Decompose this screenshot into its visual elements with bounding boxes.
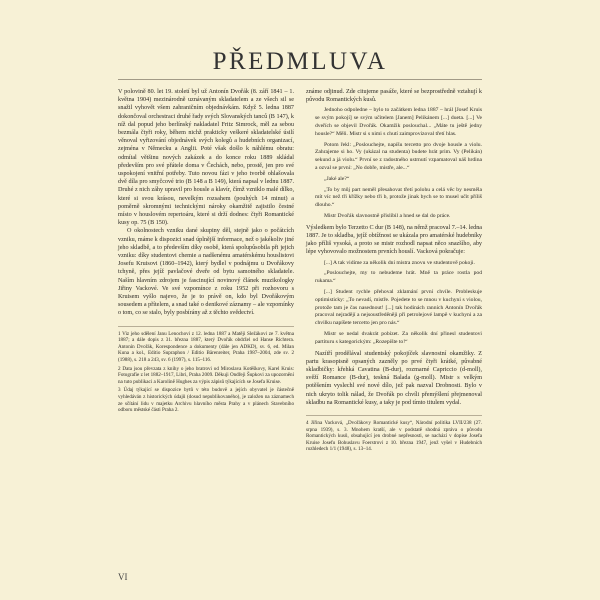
right-column (306, 88, 482, 455)
quote-3: „Jaké ale?“ (324, 175, 350, 182)
quote-2: Potom řekl: „Poslouchejte, napíšu tercetto pro dvoje housle a violu. Zahrajeme si ho. Vy (ukázal na studenta) budete hrát prim. Vy (Pelikán) sekund a já violu.“ První se z radostného ustrnutí vzpamatoval náš hrdina a ozval se první: „No dobře, mistře, ale...“ (315, 141, 482, 171)
quote-7: „Poslouchejte, my to nebudeme hrát. Mně ta práce rostla pod rukama.“ (315, 270, 482, 285)
footnotes-left (118, 326, 294, 414)
quote-1: Jednoho odpoledne – bylo to začátkem ledna 1887 – hrál [Josef Kruis se svým pokojí] se svým učitelem [Janem] Pelikánem [...] dueta. [...] Ve dveřích se objevil Dvořák. Okamžik poslouchal... „Máte tu ještě jedny housle?“ Měli. Mistr si s nimi s chutí zaimprovizoval třetí hlas. (315, 107, 482, 137)
paragraph-2: O okolnostech vzniku dané skupiny děl, stejně jako o počátcích vzniku, máme k dispozici snad úplnější informace, než o jakékoliv jiné jeho skladbě, a to především díky osobě, která spolupůsobila při jejich vzniku: díky studentovi chemie a nadšenému amatérskému houslistovi Josefu Kruisovi (1860–1942), který bydlel v podnájmu u Dvořákovy tchyně, přes jejíž pavlačové dveře od bytu samotného skladatele. Naším hlavním zdrojem je fascinující novinový článek muzikologky Jiřiny Vackové. Ve své vzpomínce z roku 1952 při rozhovoru s Kruisem vyšlo najevo, že je to právě on, kdo byl Dvořákovým sousedem a přítelem, a snad také o denikové záznamy – ale vzpomínky o tom, co se stalo, byly posbírány až z těchto svědectví. (118, 228, 294, 317)
page-title: PŘEDMLUVA (212, 48, 388, 75)
closing-paragraph: Nazítří prodělával studentský pokojíček slavnostní okamžiky. Z partu krasopisně opsaných zazněly po prvé čtyři krátké, půvabné skladbičky: křehká Cavatina (B-dur), rozmarné Capriccio (d-moll), svěží Romance (B-dur), teskná Balada (g-moll). Mistr s velkým potěšením vyslechl své nové dílo, jež pak nazval Drobnosti. Bylo v nich ukryto tolik nálad, že Dvořák po chvíli přemýšlení přejmenoval skladbu na Romantické kusy, a taky je pod tímto titulem vydal. (306, 350, 482, 406)
footnote-2: 2 Data jsou převzata z knihy o jeho bratrovi od Miroslava Kotěškovy, Karel Kruis: Fotografie z let 1882–1917, Libri, Praha 2009. Děkuji Ondřeji Šupkovi za upozornění na tuto publikaci a Karolíně Hughes za výpis zápisů týkajících se Josefa Kruise. (118, 365, 294, 385)
footnotes-right (306, 415, 482, 453)
right-intro: známe odjinud. Zde citujeme pasáže, které se bezprostředně vztahují k původu Romantických kusů. (306, 89, 482, 104)
title-rule (118, 79, 482, 80)
quote-8: [...] Student rychle přehoval zklamání první chvíle. Probleskuje optimisticky: „To nevadí, mistře. Pojedete to se mnou v kuchyni s violou, protože tam je čas nasednout! [...] tak hodinách ranních Antonín Dvořák pracoval nejradějí a nejsoustředěněji při petrolejové lampě v kuchyni a za chvilku napíšete tercetto jen pro nás.“ (315, 288, 482, 327)
paragraph-1: V polovině 80. let 19. století byl už Antonín Dvořák (8. září 1841 – 1. května 1904) mezinárodně uznávaným skladatelem a ze všech sil se snažil vyhovět všem zahraničním objednávkám. Když 5. ledna 1887 dokončoval orchestraci druhé řady svých Slovanských tanců (B 147), k níž dal popud jeho berlínský nakladatel Fritz Simrock, měl za sebou bezmála čtyři roky, během nichž prakticky veškeré skladatelské úsilí věnoval vyřizování objednávek svých kolegů a hudebních organizací, zejména v Německu a Anglii. Poté však došlo k náhlému obratu: odmítal většinu nových zakázek a do konce roku 1889 skládal především pro své přátele doma v Čechách, nebo, prostě, jen pro své uspokojení vnitřní potřeby. Tuto novou fázi v jeho tvorbě ohlašovala dvě díla pro smyčcové trio (B 148 a B 149), která napsal v lednu 1887. Druhé z nich záhy upravil pro housle a klavír, čímž vzniklo malé dílko, které si svou krásou, nevelkým rozsahem (pouhých 14 minut) a poměrně skromnými technickými nároky okamžitě zajistilo čestné místo v houslovém repertoáru, které si drží dodnes: čtyři Romantické kusy op. 75 (B 150). (118, 89, 294, 227)
quote-4: „To by můj part neměl přesahovat třetí polohu a celá věc by nesměla mít víc než tři křížky nebo tři b, protože jinak bych se to musel učit příliš dlouho.“ (315, 186, 482, 209)
footnote-3: 3 Údaj týkající se dispozice bytů v této budově a jejích obyvatel je částečně vyhledáván z historických údajů (dosud nepublikovaného), je založen na záznamech ze sčítání lidu v majetku Archivu hlavního města Prahy a v plánech Stavebního odboru městské části Praha 2. (118, 387, 294, 414)
mid-paragraph: Výsledkem bylo Terzetto C dur (B 148), na němž pracoval 7.–14. ledna 1887. Je to skladba, jejíž obtížnost se ukázala pro amatérské hudebníky jako příliš vysoká, a proto se mistr rozhodl napsat něco snazšího, aby lépe vyhovovalo možnostem prvních houslí. Vacková pokračuje: (306, 224, 482, 256)
quote-5: Mistr Dvořák slavnostně přislíbil a hned se dal do práce. (324, 212, 451, 219)
left-column (118, 88, 294, 416)
quote-9: Mistr se nedal dvakrát pobízet. Za několik dní přinesl studentovi partituru s kategorickým: „Rozepište to!“ (315, 330, 482, 345)
quote-6: [...] A tak vidíme za několik dní mistra znovu ve studentově pokoji. (324, 259, 475, 266)
footnote-1: 1 Viz jeho sdělení Janu Lenochovi z 12. ledna 1887 a Matěji Sležákovi ze 7. května 1887; a dále dopis z 31. března 1887, který Dvořák obdržel od Hanse Richtera. Antonín Dvořák, Korespondence a dokumenty (dále jen ADKD), sv. 6, ed. Milan Kuna a kol., Editio Supraphon / Editio Bärenreiter, Praha 1987–2004, zde sv. 2 (1988), s. 218 a 243, sv. 6 (1997), s. 115–116. (118, 330, 294, 364)
page-number: VI (118, 572, 128, 582)
footnote-4: 4 Jiřina Vacková, „Dvořákovy Romantické kusy“, Národní politika LVII/238 (27. srpna 1939), s. 3. Mnohem kratší, ale v podstatě shodná zpráva o původu Romantických kusů, obsahující jen drobné nepřesnosti, se nachází v dopise Josefa Kruise Josefu Bohuslavu Foerstrovi z 10. března 1947, jenž vyšel v Hudebních rozhledech 1/1 (1948), s. 13–14. (306, 419, 482, 453)
